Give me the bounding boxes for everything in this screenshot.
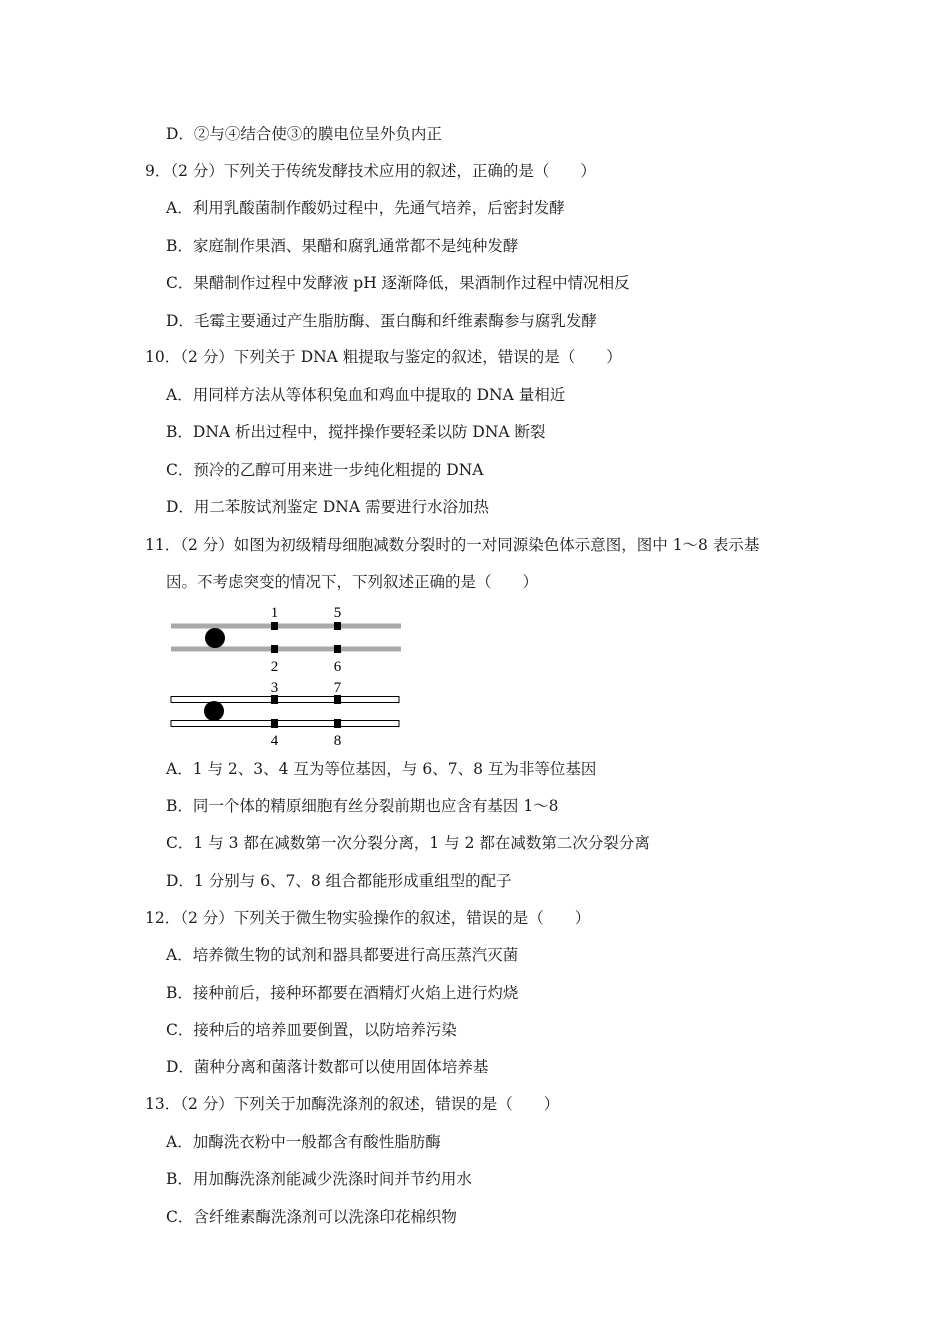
top-centromere [205,628,225,648]
q10-option-a: A．用同样方法从等体积兔血和鸡血中提取的 DNA 量相近 [166,386,566,404]
gene-label-3: 3 [270,680,279,696]
gene-label-4: 4 [270,733,279,748]
homologous-chromosome-figure [168,600,408,748]
q11-stem-line1: 11．（2 分）如图为初级精母细胞减数分裂时的一对同源染色体示意图，图中 1～8 表示基 [145,536,760,554]
q11-option-a: A．1 与 2、3、4 互为等位基因，与 6、7、8 互为非等位基因 [166,760,597,778]
q8-option-d: D．②与④结合使③的膜电位呈外负内正 [166,125,442,143]
gene-label-6: 6 [333,659,342,675]
q13-option-b: B．用加酶洗涤剂能减少洗涤时间并节约用水 [166,1170,472,1188]
q12-option-d: D．菌种分离和菌落计数都可以使用固体培养基 [166,1058,489,1076]
gene-marker-1 [271,622,278,630]
q10-stem: 10．（2 分）下列关于 DNA 粗提取与鉴定的叙述，错误的是（ ） [145,348,622,366]
q11-option-c: C．1 与 3 都在减数第一次分裂分离，1 与 2 都在减数第二次分裂分离 [166,834,650,852]
q13-option-a: A．加酶洗衣粉中一般都含有酸性脂肪酶 [166,1133,441,1151]
q13-option-c: C．含纤维素酶洗涤剂可以洗涤印花棉织物 [166,1208,457,1226]
q12-option-a: A．培养微生物的试剂和器具都要进行高压蒸汽灭菌 [166,946,519,964]
gene-label-7: 7 [333,680,342,696]
bottom-chromatid-lower [171,721,399,727]
gene-marker-3 [271,695,278,704]
bottom-chromatid-upper [171,697,399,703]
q12-option-c: C．接种后的培养皿要倒置，以防培养污染 [166,1021,457,1039]
bottom-centromere [204,701,224,721]
top-chromatid-lower [171,647,401,652]
q9-option-c: C．果醋制作过程中发酵液 pH 逐渐降低，果酒制作过程中情况相反 [166,274,630,292]
q12-option-b: B．接种前后，接种环都要在酒精灯火焰上进行灼烧 [166,984,519,1002]
gene-marker-4 [271,719,278,728]
q13-stem: 13．（2 分）下列关于加酶洗涤剂的叙述，错误的是（ ） [145,1095,560,1113]
q9-stem: 9．（2 分）下列关于传统发酵技术应用的叙述，正确的是（ ） [145,162,596,180]
gene-label-1: 1 [270,605,279,621]
q9-option-a: A．利用乳酸菌制作酸奶过程中，先通气培养，后密封发酵 [166,199,565,217]
q10-option-d: D．用二苯胺试剂鉴定 DNA 需要进行水浴加热 [166,498,489,516]
q10-option-b: B．DNA 析出过程中，搅拌操作要轻柔以防 DNA 断裂 [166,423,546,441]
gene-marker-8 [334,719,341,728]
gene-label-2: 2 [270,659,279,675]
q11-option-b: B．同一个体的精原细胞有丝分裂前期也应含有基因 1～8 [166,797,559,815]
q9-option-b: B．家庭制作果酒、果醋和腐乳通常都不是纯种发酵 [166,237,519,255]
top-chromatid-upper [171,624,401,629]
q10-option-c: C．预冷的乙醇可用来进一步纯化粗提的 DNA [166,461,484,479]
q12-stem: 12．（2 分）下列关于微生物实验操作的叙述，错误的是（ ） [145,909,591,927]
q9-option-d: D．毛霉主要通过产生脂肪酶、蛋白酶和纤维素酶参与腐乳发酵 [166,312,597,330]
gene-marker-7 [334,695,341,704]
gene-marker-6 [334,645,341,653]
gene-marker-5 [334,622,341,630]
gene-marker-2 [271,645,278,653]
gene-label-8: 8 [333,733,342,748]
q11-option-d: D．1 分别与 6、7、8 组合都能形成重组型的配子 [166,872,512,890]
q11-stem-line2: 因。不考虑突变的情况下，下列叙述正确的是（ ） [166,573,539,591]
gene-label-5: 5 [333,605,342,621]
